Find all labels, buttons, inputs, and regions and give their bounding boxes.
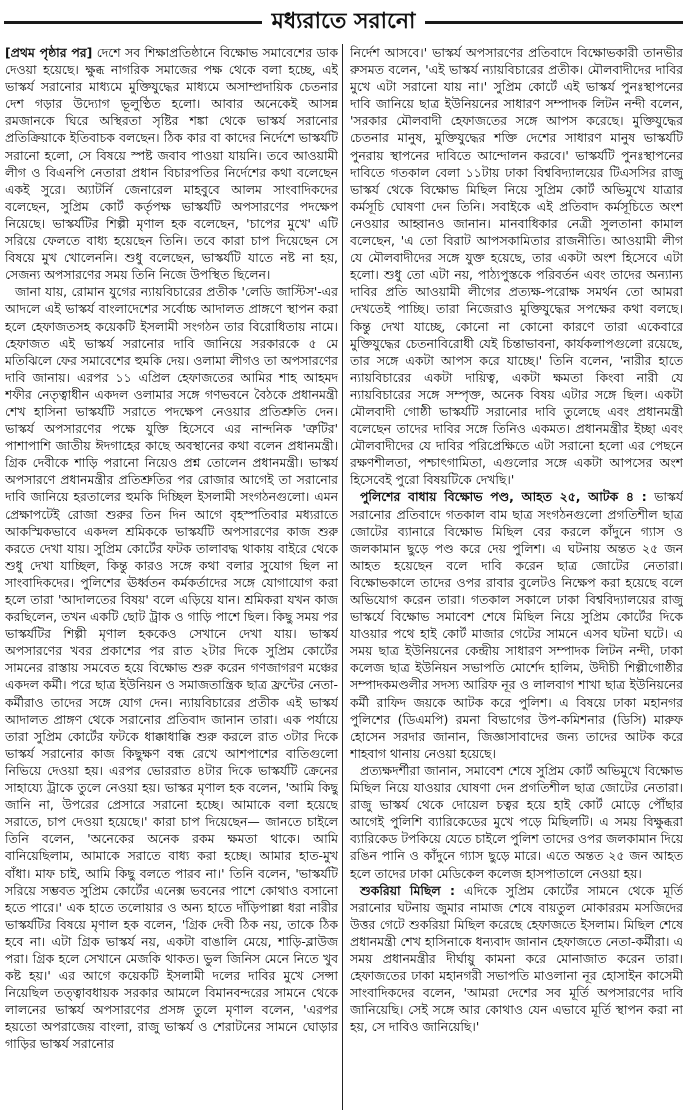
paragraph: নির্দেশ আসবে।' ভাস্কর্য অপসারণের প্রতিবাদে বিক্ষোভকারী তানভীর রুসমত বলেন, 'এই ভাস্কর্য ন্যায়বিচারের প্রতীক। মৌলবাদীদের দাবির মুখে এটা সরানো যায় না।' সুপ্রিম কোর্টে এই ভাস্কর্য পুনঃস্থাপনের দাবি জানিয়ে ছাত্র ইউনিয়নের সাধারণ সম্পাদক লিটন নন্দী বলেন, 'সরকার মৌলবাদী হেফাজতের সঙ্গে আপস করেছে। মুক্তিযুদ্ধের চেতনার মানুষ, মুক্তিযুদ্ধের শক্তি দেশের সাধারণ মানুষ ভাস্কর্যটি পুনরায় স্থাপনের দাবিতে আন্দোলন করবে।' ভাস্কর্যটি পুনঃস্থাপনের দাবিতে গতকাল বেলা ১১টায় ঢাকা বিশ্ববিদ্যালয়ের টিএসসির রাজু ভাস্কর্য থেকে বিক্ষোভ মিছিল নিয়ে সুপ্রিম কোর্ট অভিমুখে যাত্রার কর্মসূচি ঘোষণা দেন তিনি। সবাইকে এই প্রতিবাদ কর্মসূচিতে অংশ নেওয়ার আহ্বানও জানান। মানবাধিকার নেত্রী সুলতানা কামাল বলেছেন, 'এ তো বিরাট আপসকামিতার রাজনীতি। আওয়ামী লীগ যে মৌলবাদীদের সঙ্গে যুক্ত হয়েছে, তার একটা অংশ হিসেবে এটা হলো। শুধু তো এটা নয়, পাঠ্যপুস্তকে পরিবর্তন এবং তাদের অন্যান্য দাবির প্রতি আওয়ামী লীগের প্রত্যক্ষ-পরোক্ষ সমর্থন তো আমরা দেখতেই পাচ্ছি। তারা নিজেরাও মুক্তিযুদ্ধের সপক্ষের কথা বলছে। কিন্তু দেখা যাচ্ছে, কোনো না কোনো কারণে তারা একেবারে মুক্তিযুদ্ধের চেতনাবিরোধী যেই চিন্তাভাবনা, কার্যকলাপগুলো রয়েছে, তার সঙ্গে একটা আপস করে যাচ্ছে।' তিনি বলেন, 'নারীর হাতে ন্যায়বিচারের একটা দায়িত্ব, একটা ক্ষমতা কিংবা নারী যে ন্যায়বিচারের সঙ্গে সম্পৃক্ত, অনেক বিষয় এটার সঙ্গে ছিল। একটা মৌলবাদী গোষ্ঠী ভাস্কর্যটি সরানোর দাবি তুলেছে এবং প্রধানমন্ত্রী বলেছেন তাদের দাবির সঙ্গে তিনিও একমত। প্রধানমন্ত্রীর ইচ্ছা এবং মৌলবাদীদের যে দাবির পরিপ্রেক্ষিতে এটা সরানো হলো এর পেছনে রক্ষণশীলতা, পশ্চাৎগামিতা, এগুলোর সঙ্গে একটা আপসের অংশ হিসেবেই পুরো বিষয়টিকে দেখছি।' — [350, 45, 683, 488]
paragraph — [350, 882, 683, 1036]
continuation-kicker: [প্রথম পৃষ্ঠার পর] — [5, 45, 93, 60]
left-column — [5, 44, 338, 1110]
right-column — [350, 44, 683, 1110]
headline-rule-right — [425, 21, 683, 24]
paragraph-text: ভাস্কর্য সরানোর প্রতিবাদে গতকাল বাম ছাত্র সংগঠনগুলো প্রগতিশীল ছাত্র জোটের ব্যানারে বিক্ষোভ মিছিল বের করলে কাঁদুনে গ্যাস ও জলকামান ছুড়ে পণ্ড করে দেয় পুলিশ। এ ঘটনায় অন্তত ২৫ জন আহত হয়েছেন বলে দাবি করেন ছাত্র জোটের নেতারা। বিক্ষোভকালে তাদের ওপর রাবার বুলেটও নিক্ষেপ করা হয়েছে বলে অভিযোগ করেন তারা। গতকাল সকালে ঢাকা বিশ্ববিদ্যালয়ের রাজু ভাস্কর্যে বিক্ষোভ সমাবেশ শেষে মিছিল নিয়ে সুপ্রিম কোর্টের দিকে যাওয়ার পথে হাই কোর্ট মাজার গেটের সামনে এসব ঘটনা ঘটে। এ সময় ছাত্র ইউনিয়নের কেন্দ্রীয় সাধারণ সম্পাদক লিটন নন্দী, ঢাকা কলেজ ছাত্র ইউনিয়ন সভাপতি মোর্শেদ হালিম, উদীচী শিল্পীগোষ্ঠীর সম্পাদকমণ্ডলীর সদস্য আরিফ নূর ও লালবাগ শাখা ছাত্র ইউনিয়নের কর্মী রাফিদ জয়কে আটক করে পুলিশ। এ বিষয়ে ঢাকা মহানগর পুলিশের (ডিএমপি) রমনা বিভাগের উপ-কমিশনার (ডিসি) মারুফ হোসেন সরদার জানান, জিজ্ঞাসাবাদের জন্য তাদের আটক করে শাহবাগ থানায় নেওয়া হয়েছে। — [350, 489, 683, 761]
paragraph-text: এদিকে সুপ্রিম কোর্টের সামনে থেকে মূর্তি সরানোর ঘটনায় জুমার নামাজ শেষে বায়তুল মোকাররম মসজিদের উত্তর গেটে শুকরিয়া মিছিল করেছে হেফাজতে ইসলাম। মিছিল শেষে প্রধানমন্ত্রী শেখ হাসিনাকে ধন্যবাদ জানান হেফাজতে নেতা-কর্মীরা। এ সময় প্রধানমন্ত্রীর দীর্ঘায়ু কামনা করে মোনাজাত করেন তারা। হেফাজতের ঢাকা মহানগরী সভাপতি মাওলানা নূর হোসাইন কাসেমী সাংবাদিকদের বলেন, 'আমরা দেশের সব মূর্তি অপসারণের দাবি জানিয়েছি। সেই সঙ্গে আর কোথাও যেন এভাবে মূর্তি স্থাপন করা না হয়, সে দাবিও জানিয়েছি।' — [350, 882, 683, 1035]
paragraph — [5, 44, 338, 283]
headline: মধ্যরাতে সরানো — [271, 9, 416, 34]
subheading: শুকরিয়া মিছিল : — [360, 882, 455, 898]
headline-bar — [4, 5, 683, 39]
paragraph: প্রত্যক্ষদর্শীরা জানান, সমাবেশ শেষে সুপ্রিম কোর্ট অভিমুখে বিক্ষোভ মিছিল নিয়ে যাওয়ার ঘোষণা দেন প্রগতিশীল ছাত্র জোটের নেতারা। রাজু ভাস্কর্য থেকে দোয়েল চত্বর হয়ে হাই কোর্ট মোড়ে পৌঁছার আগেই পুলিশি ব্যারিকেডের মুখে পড়ে মিছিলটি। এ সময় বিক্ষুব্ধরা ব্যারিকেড টপকিয়ে যেতে চাইলে পুলিশ তাদের ওপর জলকামান দিয়ে রঙিন পানি ও কাঁদুনে গ্যাস ছুড়ে মারে। এতে অন্তত ২৫ জন আহত হলে তাদের ঢাকা মেডিকেল কলেজ হাসপাতালে নেওয়া হয়। — [350, 762, 683, 881]
paragraph — [350, 488, 683, 762]
column-divider — [342, 44, 343, 1110]
subheading: পুলিশের বাধায় বিক্ষোভ পণ্ড, আহত ২৫, আটক ৪ : — [360, 489, 647, 505]
headline-rule-left — [4, 21, 262, 24]
paragraph-text: দেশে সব শিক্ষাপ্রতিষ্ঠানে বিক্ষোভ সমাবেশের ডাক দেওয়া হয়েছে। ক্ষুব্ধ নাগরিক সমাজের পক্ষ থেকে বলা হচ্ছে, এই ভাস্কর্য সরানোর মাধ্যমে মুক্তিযুদ্ধের মাধ্যমে অসাম্প্রদায়িক চেতনার দেশ গড়ার উদ্যোগ ভূলুণ্ঠিত হলো। আবার অনেকেই আসন্ন রমজানকে ঘিরে অস্থিরতা সৃষ্টির শঙ্কা থেকে ভাস্কর্য সরানোর প্রতিক্রিয়াকে ইতিবাচক বলছেন। ঠিক কার বা কাদের নির্দেশে ভাস্কর্যটি সরানো হলো, সে বিষয়ে স্পষ্ট জবাব পাওয়া যায়নি। তবে আওয়ামী লীগ ও বিএনপি নেতারা প্রধান বিচারপতির নির্দেশের কথা বলেছেন একই সুরে। অ্যাটর্নি জেনারেল মাহবুবে আলম সাংবাদিকদের বলেছেন, সুপ্রিম কোর্ট কর্তৃপক্ষ ভাস্কর্যটি অপসারণের পদক্ষেপ নিয়েছে। ভাস্কর্যটির শিল্পী মৃণাল হক বলেছেন, 'চাপের মুখে' এটি সরিয়ে ফেলতে বাধ্য হয়েছেন তিনি। তবে কারা চাপ দিয়েছেন সে বিষয়ে মুখ খোলেননি। শুধু বলেছেন, ভাস্কর্যটি যাতে নষ্ট না হয়, সেজন্য অপসারণের সময় তিনি নিজে উপস্থিত ছিলেন। — [5, 45, 338, 283]
paragraph: জানা যায়, রোমান যুগের ন্যায়বিচারের প্রতীক 'লেডি জাস্টিস'-এর আদলে এই ভাস্কর্য বাংলাদেশের সর্বোচ্চ আদালত প্রাঙ্গণে স্থাপন করা হলে হেফাজতসহ কয়েকটি ইসলামী সংগঠন তার বিরোধিতায় নামে। হেফাজত এই ভাস্কর্য সরানোর দাবি জানিয়ে সরকারকে ৫ মে মতিঝিলে ফের সমাবেশের হুমকি দেয়। ওলামা লীগও তা অপসারণের দাবি জানায়। এরপর ১১ এপ্রিল হেফাজতের আমির শাহ আহমদ শফীর নেতৃত্বাধীন একদল ওলামার সঙ্গে গণভবনে বৈঠকে প্রধানমন্ত্রী শেখ হাসিনা ভাস্কর্যটি সরাতে পদক্ষেপ নেওয়ার প্রতিশ্রুতি দেন। ভাস্কর্য অপসারণের পক্ষে যুক্তি হিসেবে এর নান্দনিক 'ত্রুটির' পাশাপাশি জাতীয় ঈদগাহের কাছে অবস্থানের কথা বলেন প্রধানমন্ত্রী। গ্রিক দেবীকে শাড়ি পরানো নিয়েও প্রশ্ন তোলেন প্রধানমন্ত্রী। ভাস্কর্য অপসারণে প্রধানমন্ত্রীর প্রতিশ্রুতির পর রোজার আগেই তা সরানোর দাবি জানিয়ে হরতালের হুমকি দিচ্ছিল ইসলামী সংগঠনগুলো। এমন প্রেক্ষাপটেই রোজা শুরুর তিন দিন আগে বৃহস্পতিবার মধ্যরাতে আকস্মিকভাবে একদল শ্রমিককে ভাস্কর্যটি অপসারণের কাজ শুরু করতে দেখা যায়। সুপ্রিম কোর্টের ফটক তালাবদ্ধ থাকায় বাইরে থেকে শুধু দেখা যাচ্ছিল, কিন্তু কারও সঙ্গে কথা বলার সুযোগ ছিল না সাংবাদিকদের। পুলিশের ঊর্ধ্বতন কর্মকর্তাদের সঙ্গে যোগাযোগ করা হলে তারা 'আদালতের বিষয়' বলে এড়িয়ে যান। শ্রমিকরা যখন কাজ করছিলেন, তখন একটি ছোট ট্রাক ও গাড়ি পাশে ছিল। কিছু সময় পর ভাস্কর্যটির শিল্পী মৃণাল হককেও সেখানে দেখা যায়। ভাস্কর্য অপসারণের খবর প্রকাশের পর রাত ২টার দিকে সুপ্রিম কোর্টের সামনের রাস্তায় সমবেত হয়ে বিক্ষোভ শুরু করেন গণজাগরণ মঞ্চের একদল কর্মী। পরে ছাত্র ইউনিয়ন ও সমাজতান্ত্রিক ছাত্র ফ্রন্টের নেতা-কর্মীরাও তাদের সঙ্গে যোগ দেন। ন্যায়বিচারের প্রতীক এই ভাস্কর্য আদালত প্রাঙ্গণ থেকে সরানোর প্রতিবাদ জানান তারা। এক পর্যায়ে তারা সুপ্রিম কোর্টের ফটকে ধাক্কাধাক্কি শুরু করলে রাত ৩টার দিকে ভাস্কর্য সরানোর কাজ কিছুক্ষণ বন্ধ রেখে আশপাশের বাতিগুলো নিভিয়ে দেওয়া হয়। এরপর ভোররাত ৪টার দিকে ভাস্কর্যটি ক্রেনের সাহায্যে ট্রাকে তুলে নেওয়া হয়। ভাস্কর মৃণাল হক বলেন, 'আমি কিছু জানি না, উপরের প্রেসারে সরানো হচ্ছে। আমাকে বলা হয়েছে সরাতে, চাপ দেওয়া হয়েছে।' কারা চাপ দিয়েছেন— জানতে চাইলে তিনি বলেন, 'অনেকের অনেক রকম ক্ষমতা থাকে। আমি বানিয়েছিলাম, আমাকে সরাতে বাধ্য করা হচ্ছে। আমার হাত-মুখ বাঁধা। মাফ চাই, আমি কিছু বলতে পারব না।' তিনি বলেন, 'ভাস্কর্যটি সরিয়ে সম্ভবত সুপ্রিম কোর্টের এনেক্স ভবনের পাশে কোথাও বসানো হতে পারে।' এক হাতে তলোয়ার ও অন্য হাতে দাঁড়িপাল্লা ধরা নারীর ভাস্কর্যটির বিষয়ে মৃণাল হক বলেন, 'গ্রিক দেবী ঠিক নয়, তাকে ঠিক হবে না। এটা গ্রিক ভাস্কর্য নয়, একটা বাঙালি মেয়ে, শাড়ি-ব্লাউজ পরা। গ্রিক হলে সেখানে মেজকি থাকত। ভুল জিনিস মেনে নিতে খুব কষ্ট হয়।' এর আগে কয়েকটি ইসলামী দলের দাবির মুখে সেন্সা নিয়েছিল তত্ত্বাবধায়ক সরকার আমলে বিমানবন্দরের সামনে থেকে লালনের ভাস্কর্য অপসারণের প্রসঙ্গ তুলে মৃণাল বলেন, 'এরপর হয়তো অপরাজেয় বাংলা, রাজু ভাস্কর্য ও শেরাটনের সামনে ঘোড়ার গাড়ির ভাস্কর্য সরানোর — [5, 284, 338, 1052]
